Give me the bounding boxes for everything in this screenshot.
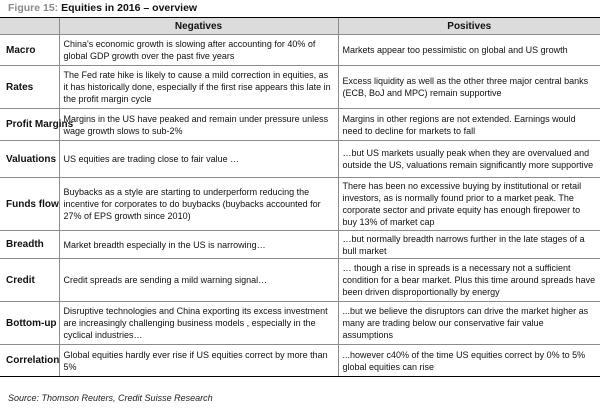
negative-cell: Credit spreads are sending a mild warning signal… <box>59 259 338 302</box>
overview-table <box>0 18 600 377</box>
negative-cell: US equities are trading close to fair value … <box>59 141 338 178</box>
header-positives: Positives <box>338 18 600 35</box>
positive-cell: ...but we believe the disruptors can drive the market higher as many are trading below our conservative fair value assumptions <box>338 302 600 345</box>
figure-label: Figure 15: <box>8 2 62 14</box>
figure-heading: Equities in 2016 – overview <box>61 2 198 14</box>
header-category <box>0 18 59 35</box>
positive-cell: …but normally breadth narrows further in the late stages of a bull market <box>338 231 600 259</box>
row-category: Profit Margins <box>0 109 59 141</box>
positive-cell: Margins in other regions are not extended. Earnings would need to decline for markets to fall <box>338 109 600 141</box>
table-row <box>0 109 600 141</box>
header-row <box>0 18 600 35</box>
figure-title <box>8 2 197 14</box>
row-category: Correlation <box>0 345 59 377</box>
positive-cell: … though a rise in spreads is a necessary not a sufficient condition for a bear market. Plus this time around spreads have been driven disproportionally by energy <box>338 259 600 302</box>
row-category: Macro <box>0 35 59 66</box>
source-note: Source: Thomson Reuters, Credit Suisse Research <box>8 393 213 403</box>
positive-cell: …but US markets usually peak when they are overvalued and outside the US, valuations remain significantly more supportive <box>338 141 600 178</box>
positive-cell: There has been no excessive buying by institutional or retail investors, as is normally found prior to a market peak. The corporate sector and private equity has enough firepower to buy 13% of market cap <box>338 178 600 231</box>
negative-cell: Global equities hardly ever rise if US equities correct by more than 5% <box>59 345 338 377</box>
table-row <box>0 259 600 302</box>
negative-cell: The Fed rate hike is likely to cause a mild correction in equities, as it has historically done, especially if the first rise appears this late in the profit margin cycle <box>59 66 338 109</box>
positive-cell: Excess liquidity as well as the other three major central banks (ECB, BoJ and MPC) remain supportive <box>338 66 600 109</box>
table-row <box>0 66 600 109</box>
table-row <box>0 302 600 345</box>
negative-cell: China's economic growth is slowing after accounting for 40% of global GDP growth over the past five years <box>59 35 338 66</box>
row-category: Credit <box>0 259 59 302</box>
positive-cell: ...however c40% of the time US equities correct by 0% to 5% global equities can rise <box>338 345 600 377</box>
row-category: Rates <box>0 66 59 109</box>
table-row <box>0 345 600 377</box>
table-row <box>0 231 600 259</box>
table-row <box>0 35 600 66</box>
row-category: Funds flow <box>0 178 59 231</box>
negative-cell: Disruptive technologies and China exporting its excess investment are increasingly challenging business models , especially in the cyclical industries… <box>59 302 338 345</box>
row-category: Breadth <box>0 231 59 259</box>
header-negatives: Negatives <box>59 18 338 35</box>
negative-cell: Buybacks as a style are starting to underperform reducing the incentive for corporates to do buybacks (buybacks accounted for 27% of EPS growth since 2010) <box>59 178 338 231</box>
table-row <box>0 178 600 231</box>
table-row <box>0 141 600 178</box>
positive-cell: Markets appear too pessimistic on global and US growth <box>338 35 600 66</box>
negative-cell: Market breadth especially in the US is narrowing… <box>59 231 338 259</box>
negative-cell: Margins in the US have peaked and remain under pressure unless wage growth slows to sub-2% <box>59 109 338 141</box>
row-category: Bottom-up <box>0 302 59 345</box>
row-category: Valuations <box>0 141 59 178</box>
